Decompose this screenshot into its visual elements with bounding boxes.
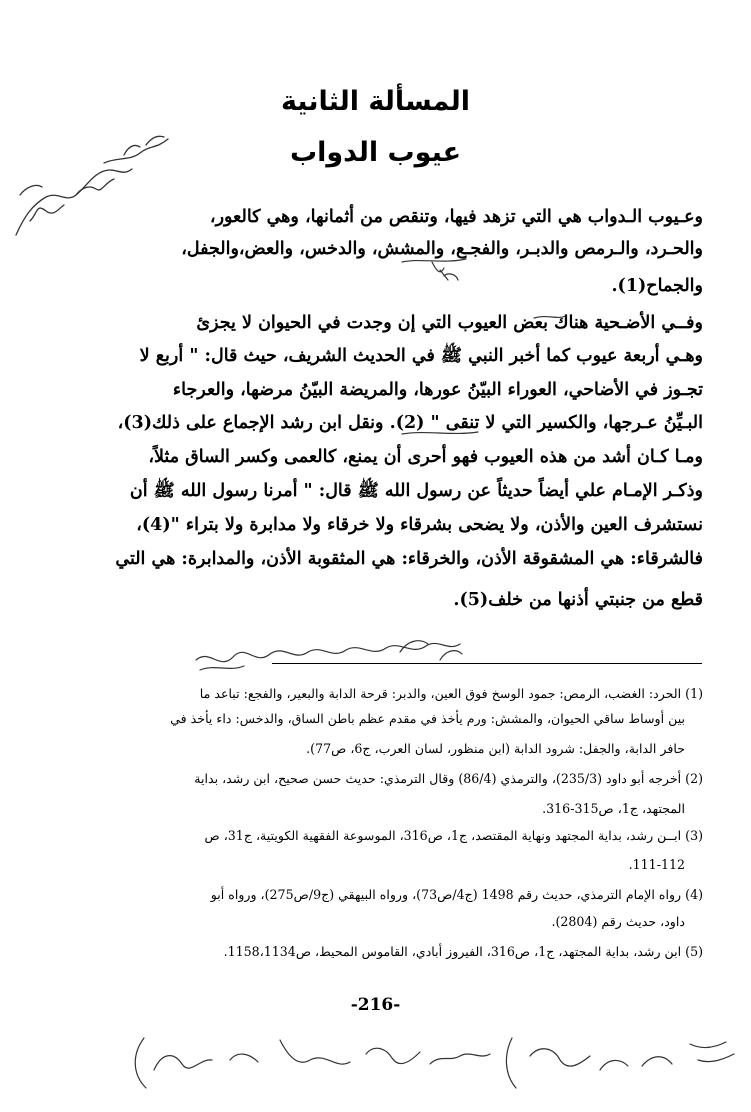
body-line: نستشرف العين والأذن، ولا يضحى بشرقاء ولا خرقاء ولا مدابرة ولا بتراء "(4)،: [136, 515, 703, 535]
footnote-line: المجتهد، ج1، ص315-316.: [542, 801, 685, 816]
footnote-line: (4) رواه الإمام الترمذي، حديث رقم 1498 (ج4/ص73)، ورواه البيهقي (ج9/ص275)، ورواه أبو: [210, 887, 703, 902]
handwritten-footer-note: [130, 1030, 750, 1100]
body-line: وهـي أربعة عيوب كما أخبر النبي ﷺ في الحديث الشريف، حيث قال: " أربع لا: [139, 346, 703, 366]
footnote-line: 111-112.: [628, 857, 685, 872]
topic-title: عيوب الدواب: [289, 137, 462, 168]
body-line: وذكـر الإمـام علي أيضاً حديثاً عن رسول الله ﷺ قال: " أمرنا رسول الله ﷺ أن: [129, 481, 703, 501]
body-line: وفــي الأضـحية هناك بعض العيوب التي إن وجدت في الحيوان لا يجزئ: [196, 313, 703, 333]
handwritten-scribble: [190, 630, 520, 685]
page-number: -216-: [350, 995, 401, 1015]
footnote-line: (1) الحرد: الغضب، الرمص: جمود الوسخ فوق العين، والدبر: قرحة الدابة والبعير، والفجع: تباعد ما: [199, 686, 703, 701]
body-line: تجـوز في الأضاحي، العوراء البيّنُ عورها، والمريضة البيّنُ مرضها، والعرجاء: [172, 380, 703, 400]
footnote-line: (5) ابن رشد، بداية المجتهد، ج1، ص316، الفيروز أبادي، القاموس المحيط، ص1158،1134.: [223, 944, 703, 959]
footnote-line: (2) أخرجه أبو داود (235/3)، والترمذي (86/4) وقال الترمذي: حديث حسن صحيح، ابن رشد، بداية: [194, 771, 703, 786]
footnote-line: (3) ابــن رشد، بداية المجتهد ونهاية المقتصد، ج1، ص316، الموسوعة الفقهية الكويتية، ج31، ص: [204, 828, 703, 843]
body-line: قطع من جنبتي أذنها من خلف(5).: [453, 590, 703, 610]
body-line: فالشرقاء: هي المشقوقة الأذن، والخرقاء: هي المثقوبة الأذن، والمدابرة: هي التي: [115, 549, 703, 569]
body-line: البـيِّنُ عـرجها، والكسير التي لا تنقى " (2). ونقل ابن رشد الإجماع على ذلك(3)،: [117, 413, 703, 433]
body-line: وعـيوب الـدواب هي التي تزهد فيها، وتنقص من أثمانها، وهي كالعور،: [209, 207, 703, 227]
footnote-line: حافر الدابة، والجفل: شرود الدابة (ابن منظور، لسان العرب، ج6، ص77).: [306, 741, 685, 756]
issue-title: المسألة الثانية: [280, 86, 471, 117]
footnote-line: بين أوساط ساقي الحيوان، والمشش: ورم يأخذ في مقدم عظم باطن الساق، والدخس: داء يأخذ في: [170, 711, 685, 726]
body-line: ومـا كـان أشد من هذه العيوب فهو أحرى أن يمنع، كالعمى وكسر الساق مثلاً،: [148, 447, 703, 467]
body-line: والحـرد، والـرمص والدبـر، والفجـع، والمشش، والدخس، والعض،والجفل،: [181, 239, 703, 259]
footnote-line: داود، حديث رقم (2804).: [551, 914, 685, 929]
body-line: والجماح(1).: [611, 276, 703, 296]
